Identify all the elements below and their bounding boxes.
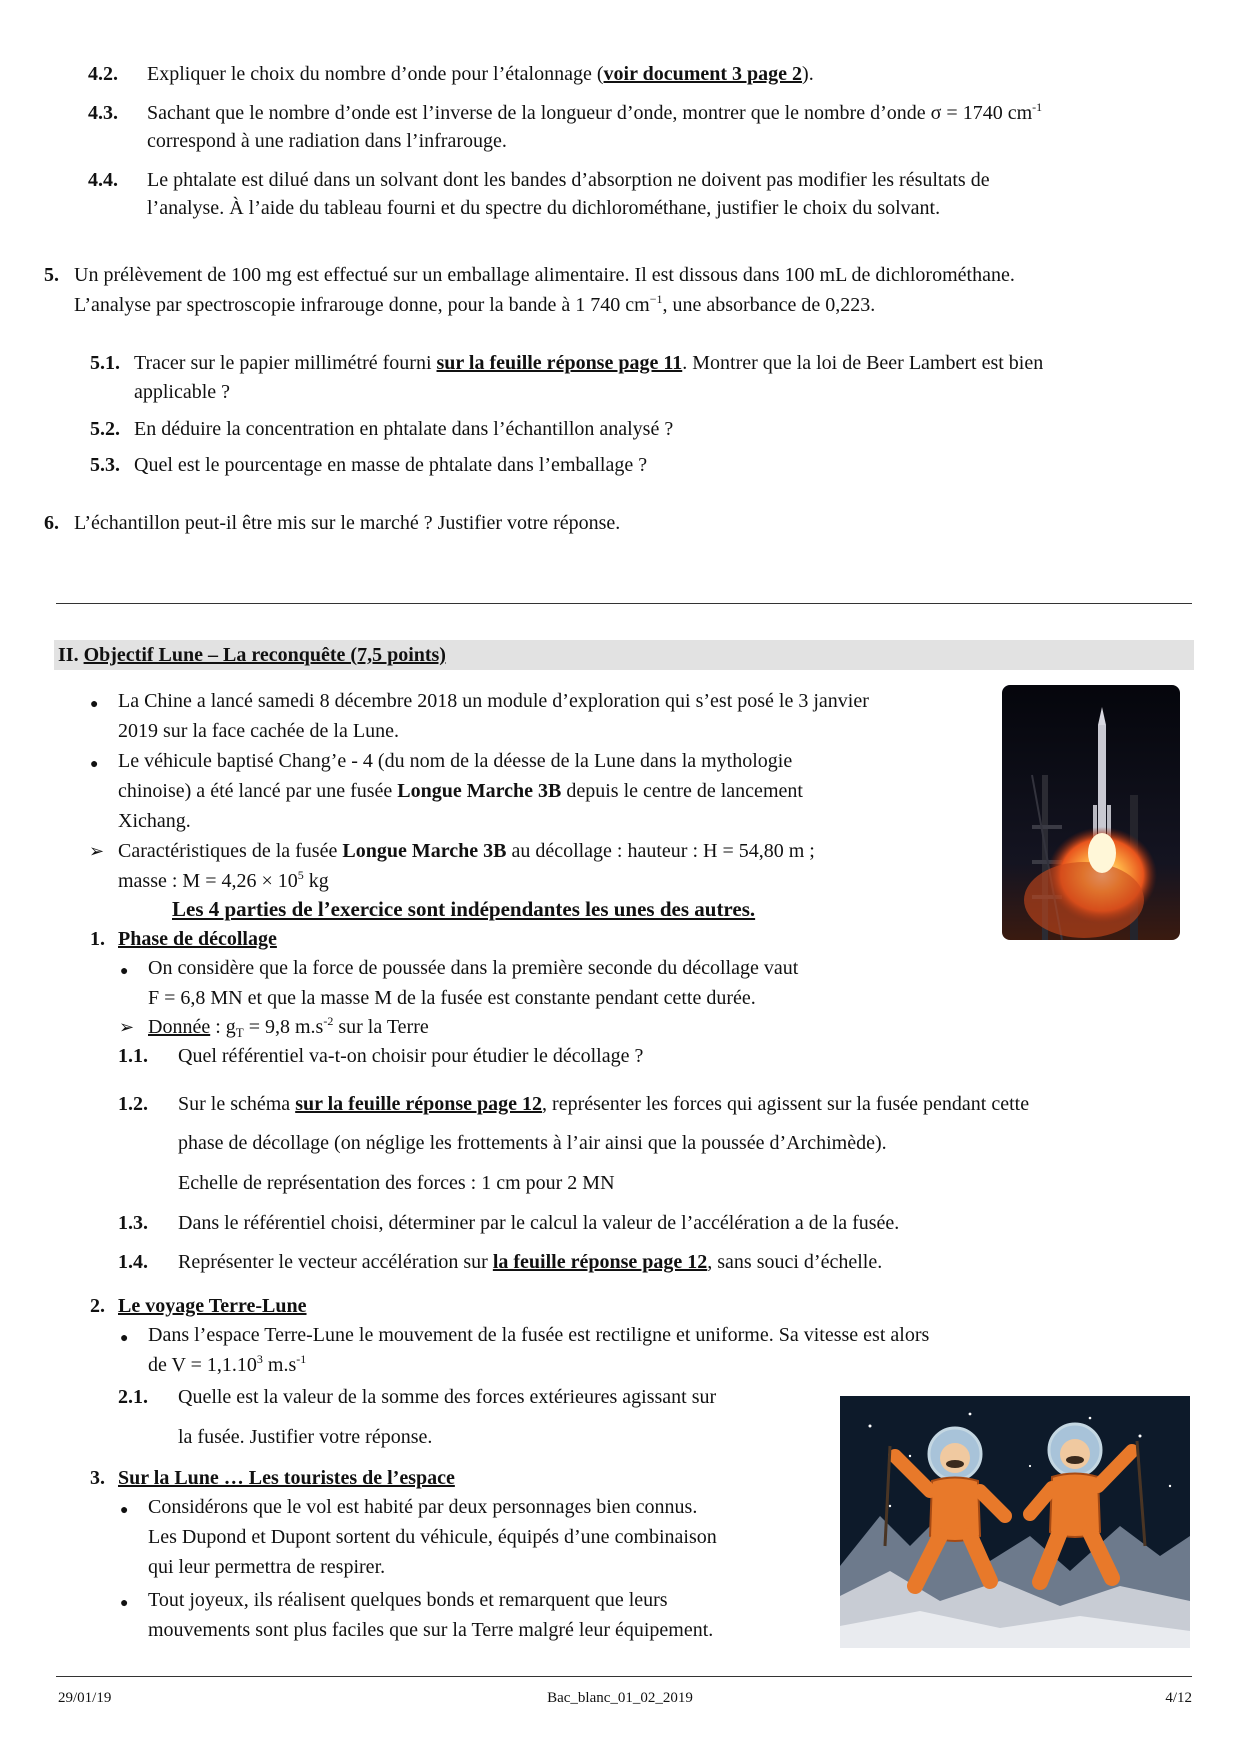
q21-line2: la fusée. Justifier votre réponse. [178, 1426, 433, 1448]
q14-text: Représenter le vecteur accélération sur la feuille réponse page 12, sans souci d’échelle. [178, 1251, 883, 1273]
q13-number: 1.3. [118, 1212, 148, 1234]
bullet-icon: ● [90, 697, 99, 712]
dupond-dupont-moon-illustration [840, 1396, 1190, 1648]
q42-number: 4.2. [88, 63, 118, 85]
intro-bullet1-line2: 2019 sur la face cachée de la Lune. [118, 720, 399, 742]
s3-title: Sur la Lune … Les touristes de l’espace [118, 1467, 455, 1489]
s1-donnee: Donnée : $g_T = 9,8$ $m.s^{-2}$ sur la Terre [148, 1014, 429, 1040]
q14-number: 1.4. [118, 1251, 148, 1273]
s3-bullet2-line2: mouvements sont plus faciles que sur la Terre malgré leur équipement. [148, 1619, 714, 1641]
intro-bullet2-line2: chinoise) a été lancé par une fusée Longue Marche 3B depuis le centre de lancement [118, 780, 803, 802]
s3-bullet2-line1: Tout joyeux, ils réalisent quelques bonds et remarquent que leurs [148, 1589, 668, 1611]
q21-line1: Quelle est la valeur de la somme des forces extérieures agissant sur [178, 1386, 717, 1408]
q51-line2: applicable ? [134, 381, 231, 403]
arrow-bullet-icon: ➢ [119, 1017, 135, 1037]
bullet-icon: ● [120, 964, 129, 979]
arrow-bullet-icon: ➢ [89, 841, 105, 861]
intro-bullet1-line1: La Chine a lancé samedi 8 décembre 2018 un module d’exploration qui s’est posé le 3 janvier [118, 690, 869, 712]
s3-bullet1-line3: qui leur permettra de respirer. [148, 1556, 386, 1578]
q11-text: Quel référentiel va-t-on choisir pour étudier le décollage ? [178, 1045, 644, 1067]
s2-title: Le voyage Terre-Lune [118, 1295, 307, 1317]
s1-bullet-line2: F = 6,8 MN et que la masse M de la fusée est constante pendant cette durée. [148, 987, 756, 1009]
q14-answer-sheet-ref: la feuille réponse page 12 [492, 1251, 708, 1273]
bullet-icon: ● [120, 1596, 129, 1611]
s2-bullet-line2: de $V = 1,1.10^3$ $m.s^{-1}$ [148, 1352, 307, 1376]
q5-line2: L’analyse par spectroscopie infrarouge donne, pour la bande à 1 740 $cm^{-1}$, une absorbance de 0,223. [74, 292, 876, 316]
bullet-icon: ● [120, 1331, 129, 1346]
footer-filename: Bac_blanc_01_02_2019 [547, 1690, 693, 1706]
footer-date: 29/01/19 [58, 1690, 112, 1706]
footer-rule [56, 1676, 1192, 1677]
q6-number: 6. [44, 512, 59, 534]
s1-number: 1. [90, 928, 105, 950]
bullet-icon: ● [90, 757, 99, 772]
q13-text: Dans le référentiel choisi, déterminer par le calcul la valeur de l’accélération a de la fusée. [178, 1212, 900, 1234]
q43-line1: Sachant que le nombre d’onde est l’inverse de la longueur d’onde, montrer que le nombre d’onde σ = 1740 $cm^{-1}$ [147, 100, 1043, 124]
q53-text: Quel est le pourcentage en masse de phtalate dans l’emballage ? [134, 454, 648, 476]
q12-number: 1.2. [118, 1093, 148, 1115]
q11-number: 1.1. [118, 1045, 148, 1067]
q12-scale: Echelle de représentation des forces : 1 cm pour 2 MN [178, 1172, 615, 1194]
q51-line1: Tracer sur le papier millimétré fourni sur la feuille réponse page 11. Montrer que la loi de Beer Lambert est bien [134, 352, 1044, 374]
s1-bullet-line1: On considère que la force de poussée dans la première seconde du décollage vaut [148, 957, 799, 979]
q51-number: 5.1. [90, 352, 120, 374]
q12-line1: Sur le schéma sur la feuille réponse page 12, représenter les forces qui agissent sur la fusée pendant cette [178, 1093, 1030, 1115]
intro-bullet2-line3: Xichang. [118, 810, 191, 832]
s1-title: Phase de décollage [118, 928, 277, 950]
s3-bullet1-line1: Considérons que le vol est habité par deux personnages bien connus. [148, 1496, 698, 1518]
q5-number: 5. [44, 264, 59, 286]
q53-number: 5.3. [90, 454, 120, 476]
independence-note: Les 4 parties de l’exercice sont indépendantes les unes des autres. [172, 897, 756, 921]
rocket-characteristics-line2: masse : $M = 4,26 \times 10^5$ kg [118, 868, 329, 892]
q6-text: L’échantillon peut-il être mis sur le marché ? Justifier votre réponse. [74, 512, 621, 534]
q44-line2: l’analyse. À l’aide du tableau fourni et du spectre du dichlorométhane, justifier le choix du solvant. [147, 197, 941, 219]
q43-line2: correspond à une radiation dans l’infrarouge. [147, 130, 507, 152]
q44-line1: Le phtalate est dilué dans un solvant dont les bandes d’absorption ne doivent pas modifier les résultats de [147, 169, 990, 191]
q52-text: En déduire la concentration en phtalate dans l’échantillon analysé ? [134, 418, 674, 440]
q52-number: 5.2. [90, 418, 120, 440]
s2-number: 2. [90, 1295, 105, 1317]
rocket-launch-photo [1002, 685, 1180, 940]
bullet-icon: ● [120, 1503, 129, 1518]
section-divider [56, 603, 1192, 604]
q51-answer-sheet-ref: sur la feuille réponse page 11 [436, 352, 683, 374]
q42-text: Expliquer le choix du nombre d’onde pour l’étalonnage (voir document 3 page 2). [147, 63, 814, 85]
q12-line2: phase de décollage (on néglige les frottements à l’air ainsi que la poussée d’Archimède). [178, 1132, 887, 1154]
q42-doc-reference: voir document 3 page 2 [603, 63, 803, 85]
intro-bullet2-line1: Le véhicule baptisé Chang’e - 4 (du nom de la déesse de la Lune dans la mythologie [118, 750, 793, 772]
section-title: II. Objectif Lune – La reconquête (7,5 points) [58, 644, 446, 666]
s3-bullet1-line2: Les Dupond et Dupont sortent du véhicule, équipés d’une combinaison [148, 1526, 717, 1548]
footer-page-number: 4/12 [1165, 1690, 1192, 1706]
q5-line1: Un prélèvement de 100 mg est effectué sur un emballage alimentaire. Il est dissous dans 100 mL de dichlorométhane. [74, 264, 1015, 286]
rocket-characteristics-line1: Caractéristiques de la fusée Longue Marche 3B au décollage : hauteur : H = 54,80 m ; [118, 840, 815, 862]
q43-number: 4.3. [88, 102, 118, 124]
s2-bullet-line1: Dans l’espace Terre-Lune le mouvement de la fusée est rectiligne et uniforme. Sa vitesse est alors [148, 1324, 930, 1346]
s3-number: 3. [90, 1467, 105, 1489]
q12-answer-sheet-ref: sur la feuille réponse page 12 [295, 1093, 543, 1115]
q21-number: 2.1. [118, 1386, 148, 1408]
q44-number: 4.4. [88, 169, 118, 191]
